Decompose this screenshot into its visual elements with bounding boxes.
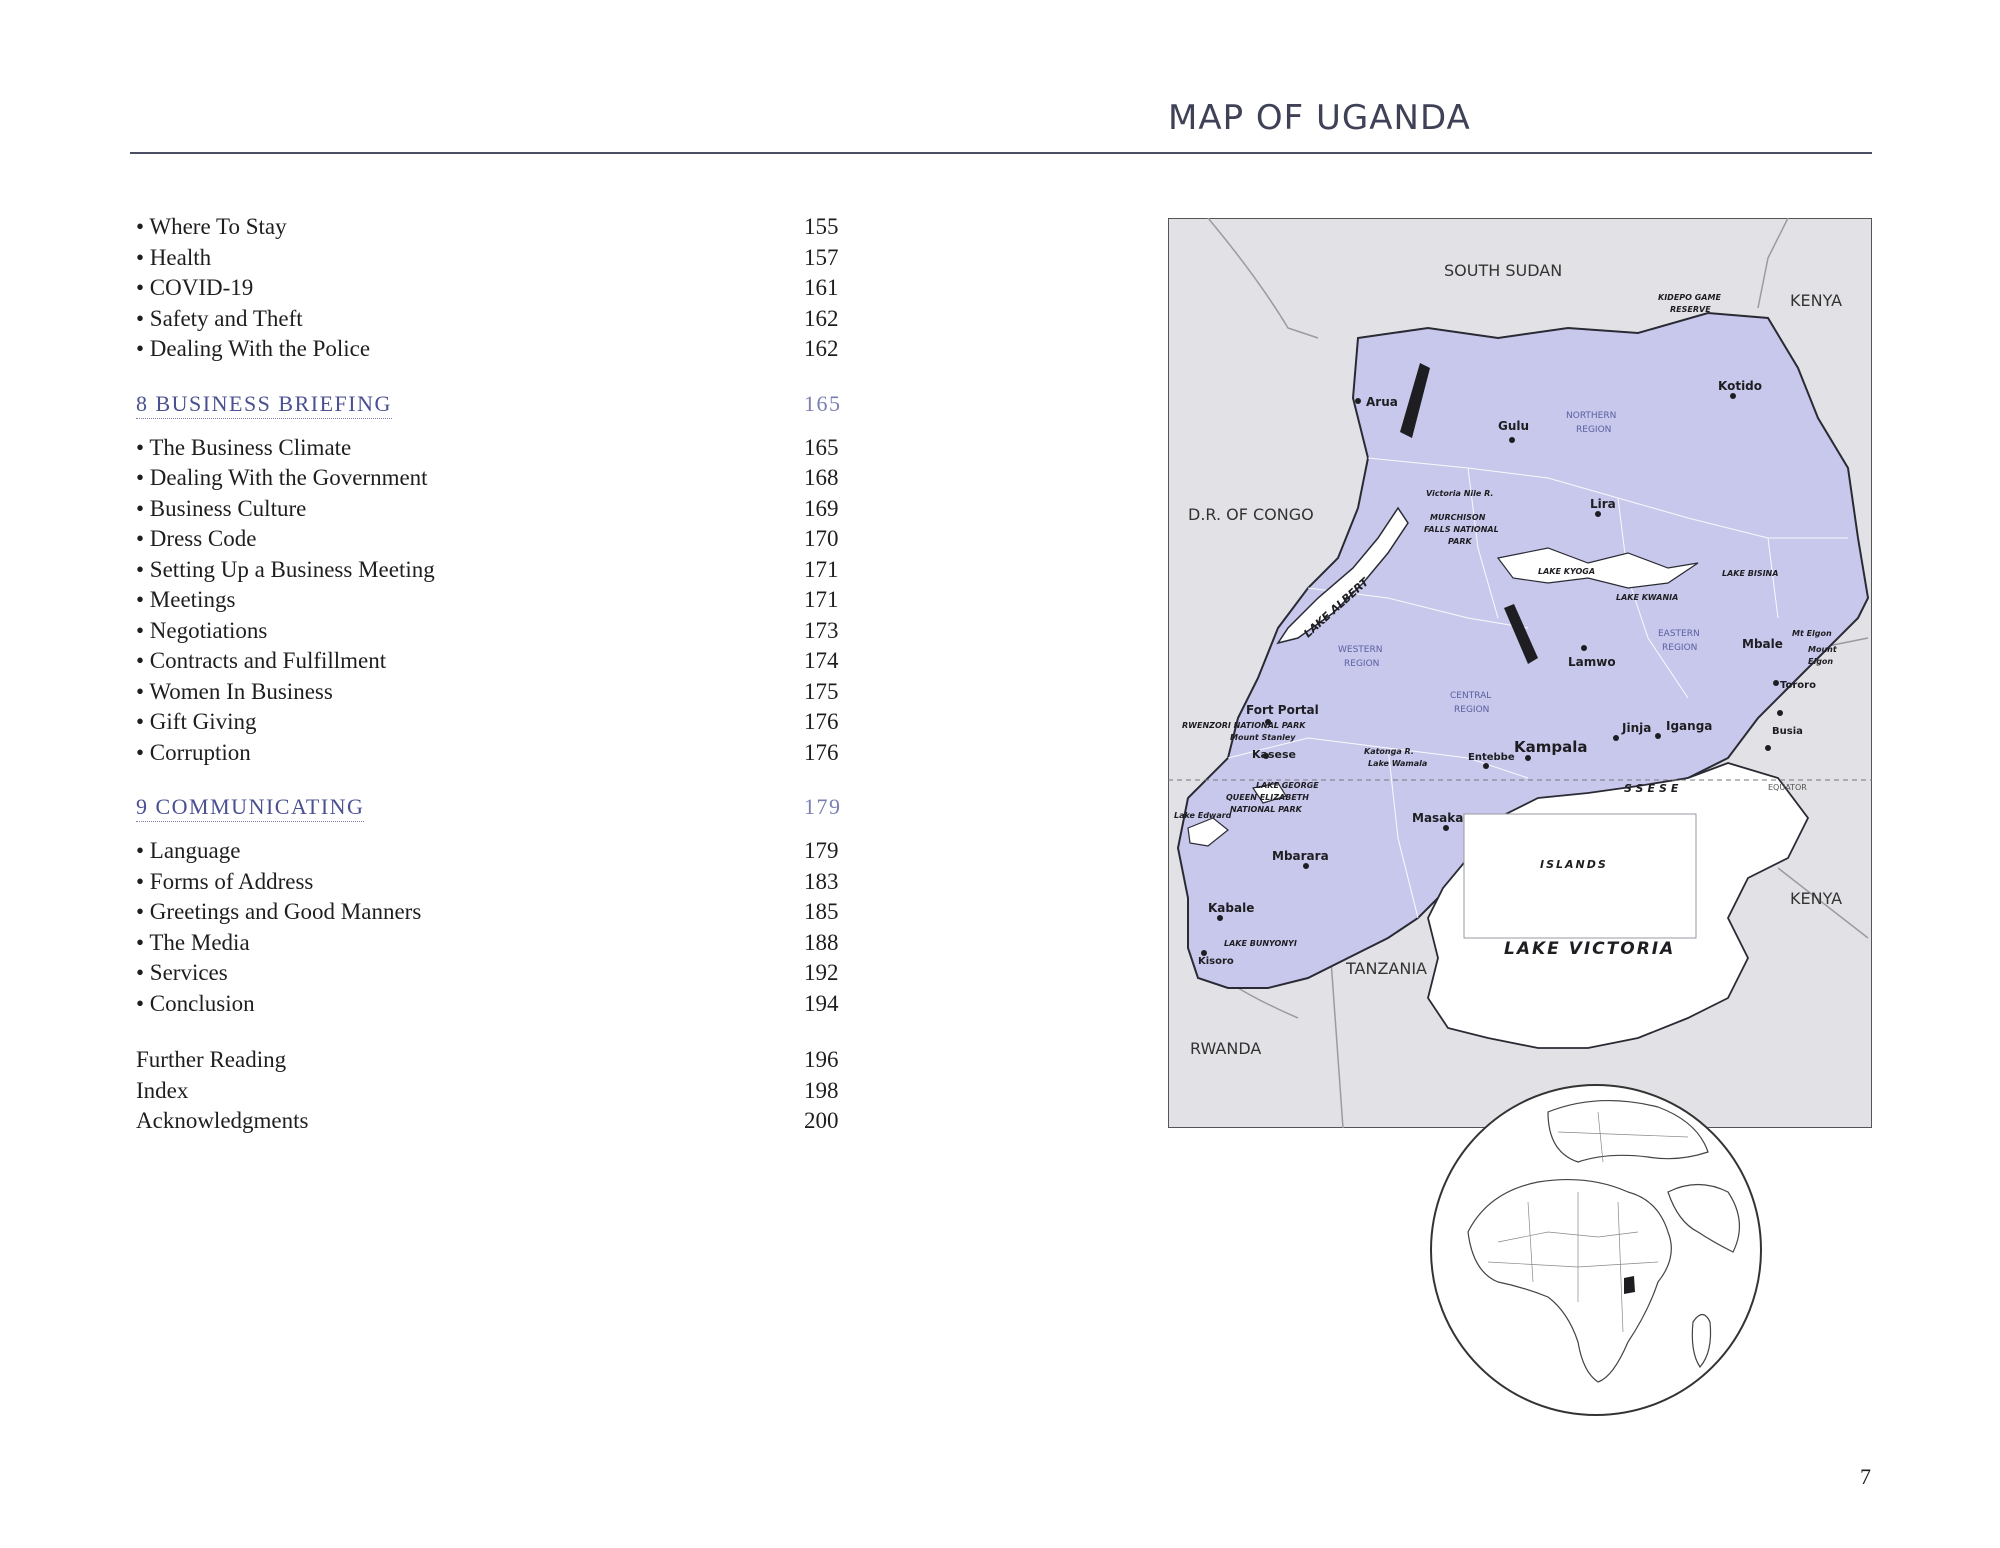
label-lake-bunyonyi: LAKE BUNYONYI (1224, 939, 1297, 948)
toc-entry-label: • Dealing With the Government (136, 465, 428, 490)
toc-entry[interactable] (136, 928, 850, 959)
toc-entry[interactable] (136, 555, 850, 586)
label-mbale: Mbale (1742, 637, 1783, 651)
label-kidepo-1: KIDEPO GAME (1658, 293, 1721, 302)
toc-block-1 (136, 212, 850, 365)
toc-entry-label: • Gift Giving (136, 709, 257, 734)
label-gulu: Gulu (1498, 419, 1530, 433)
toc-entry-label: • Services (136, 960, 228, 985)
label-northern-2: REGION (1576, 425, 1612, 435)
toc-entry[interactable] (136, 243, 850, 274)
toc-entry-page: 196 (804, 1047, 839, 1072)
toc-entry-label: Further Reading (136, 1047, 287, 1072)
label-murchison-3: PARK (1448, 537, 1472, 546)
toc-entry-label: • Setting Up a Business Meeting (136, 556, 435, 582)
label-elgon-3: Elgon (1808, 657, 1834, 666)
label-eastern-2: REGION (1662, 643, 1698, 653)
section-heading-label: 8 BUSINESS BRIEFING (136, 389, 392, 419)
label-jinja: Jinja (1622, 721, 1652, 735)
label-qenp-1: QUEEN ELIZABETH (1226, 793, 1309, 802)
toc-entry-label: • The Business Climate (136, 434, 352, 460)
toc-entry[interactable] (136, 958, 850, 989)
label-kabale: Kabale (1208, 901, 1255, 915)
toc-entry[interactable] (136, 1045, 850, 1076)
label-western-1: WESTERN (1338, 645, 1383, 655)
label-busia: Busia (1772, 726, 1803, 737)
toc-entry-label: Acknowledgments (136, 1108, 309, 1133)
toc-entry[interactable] (136, 867, 850, 898)
toc-entry[interactable] (136, 334, 850, 365)
toc-entry-page: 200 (804, 1108, 839, 1133)
toc-entry-label: • Dealing With the Police (136, 336, 371, 361)
label-entebbe: Entebbe (1468, 752, 1515, 763)
toc-entry[interactable] (136, 585, 850, 616)
toc-entry[interactable] (136, 433, 850, 464)
toc-block-3 (136, 836, 850, 1019)
toc-entry[interactable] (136, 463, 850, 494)
toc-entry-page: 170 (804, 526, 839, 551)
toc-entry-page: 198 (804, 1077, 839, 1103)
label-mbarara: Mbarara (1272, 849, 1329, 863)
label-tanzania: TANZANIA (1346, 959, 1427, 978)
toc-entry-page: 188 (804, 929, 839, 955)
label-rwenzori-1: RWENZORI NATIONAL PARK (1182, 721, 1306, 730)
label-murchison-2: FALLS NATIONAL (1424, 525, 1499, 534)
toc-entry[interactable] (136, 989, 850, 1020)
ssese-inset (1464, 814, 1696, 938)
label-lira: Lira (1590, 497, 1616, 511)
label-central-2: REGION (1454, 705, 1490, 715)
toc-entry-page: 169 (804, 495, 839, 521)
section-heading-label: 9 COMMUNICATING (136, 792, 364, 822)
label-kenya-south: KENYA (1790, 889, 1843, 908)
label-masaka: Masaka (1412, 811, 1464, 825)
label-rwenzori-2: Mount Stanley (1230, 733, 1296, 742)
toc-entry-page: 162 (804, 336, 839, 361)
toc-section-heading-8[interactable] (136, 389, 850, 419)
label-central-1: CENTRAL (1450, 691, 1492, 701)
label-lake-victoria: LAKE VICTORIA (1504, 939, 1676, 959)
toc-entry-label: • Business Culture (136, 495, 307, 521)
label-arua: Arua (1366, 395, 1398, 409)
label-lake-bisina: LAKE BISINA (1722, 569, 1779, 578)
label-kotido: Kotido (1718, 379, 1763, 393)
toc-entry[interactable] (136, 707, 850, 738)
uganda-highlight (1624, 1276, 1635, 1294)
toc-entry-label: • Corruption (136, 739, 251, 765)
toc-section-heading-9[interactable] (136, 792, 850, 822)
toc-entry-page: 155 (804, 214, 839, 239)
label-drc: D.R. OF CONGO (1188, 505, 1314, 524)
toc-entry-label: • Safety and Theft (136, 305, 303, 331)
label-kidepo-2: RESERVE (1670, 305, 1711, 314)
toc-entry[interactable] (136, 677, 850, 708)
label-iganga: Iganga (1666, 719, 1713, 733)
label-lake-george: LAKE GEORGE (1256, 781, 1319, 790)
toc-entry-page: 175 (804, 678, 839, 704)
title-rule (130, 152, 1872, 154)
toc-entry-label: • Conclusion (136, 990, 255, 1016)
toc-entry-label: • The Media (136, 929, 250, 955)
label-rwanda: RWANDA (1190, 1039, 1262, 1058)
label-lake-albert: LAKE ALBERT (1301, 575, 1372, 641)
toc-entry-label: • Dress Code (136, 526, 257, 551)
toc-entry-label: • Forms of Address (136, 868, 314, 894)
uganda-map (1168, 218, 1872, 1128)
label-elgon-2: Mount (1808, 645, 1837, 654)
toc-entry[interactable] (136, 524, 850, 555)
locator-globe (1428, 1082, 1764, 1418)
toc-entry-label: • Language (136, 838, 241, 863)
toc-entry-page: 162 (804, 305, 839, 331)
label-fort-portal: Fort Portal (1246, 703, 1319, 717)
toc-entry-page: 174 (804, 648, 839, 673)
label-northern-1: NORTHERN (1566, 411, 1617, 421)
label-lake-wamala: Lake Wamala (1368, 759, 1428, 768)
toc-entry-page: 183 (804, 868, 839, 894)
label-equator: EQUATOR (1768, 783, 1807, 792)
toc-entry[interactable] (136, 273, 850, 304)
label-qenp-2: NATIONAL PARK (1230, 805, 1302, 814)
toc-entry-label: Index (136, 1077, 189, 1103)
toc-entry-label: • Where To Stay (136, 214, 287, 239)
toc-entry[interactable] (136, 836, 850, 867)
toc-entry[interactable] (136, 1106, 850, 1137)
toc-end-matter (136, 1045, 850, 1137)
toc-entry-page: 161 (804, 275, 839, 300)
toc-entry-page: 176 (804, 739, 839, 765)
toc-entry-page: 185 (804, 899, 839, 924)
page-title: MAP OF UGANDA (1168, 98, 1471, 138)
toc-gap (136, 1019, 850, 1045)
label-kenya-north: KENYA (1790, 291, 1843, 310)
toc-entry-page: 192 (804, 960, 839, 985)
label-tororo: Tororo (1780, 680, 1816, 691)
label-kisoro: Kisoro (1198, 956, 1234, 967)
toc-entry[interactable] (136, 1076, 850, 1107)
toc-entry-label: • Contracts and Fulfillment (136, 648, 387, 673)
toc-block-2 (136, 433, 850, 769)
label-lake-kwania: LAKE KWANIA (1616, 593, 1679, 602)
label-western-2: REGION (1344, 659, 1380, 669)
label-kampala: Kampala (1514, 738, 1588, 756)
toc-entry[interactable] (136, 494, 850, 525)
toc-entry[interactable] (136, 304, 850, 335)
label-kasese: Kasese (1252, 748, 1296, 761)
toc-entry-page: 179 (804, 838, 839, 863)
toc-entry-label: • Women In Business (136, 678, 333, 704)
label-lake-kyoga: LAKE KYOGA (1538, 567, 1596, 576)
toc-entry-label: • Greetings and Good Manners (136, 899, 422, 924)
section-heading-page: 165 (804, 390, 842, 416)
toc-entry-page: 176 (804, 709, 839, 734)
toc-entry-label: • COVID-19 (136, 275, 254, 300)
toc-entry-page: 168 (804, 465, 839, 490)
toc-entry-label: • Negotiations (136, 617, 268, 643)
label-lake-edward: Lake Edward (1174, 811, 1232, 820)
toc-entry[interactable] (136, 212, 850, 243)
label-south-sudan: SOUTH SUDAN (1444, 261, 1563, 280)
section-heading-page: 179 (804, 794, 842, 819)
toc-entry-page: 194 (804, 990, 839, 1016)
toc-entry-page: 173 (804, 617, 839, 643)
toc-entry-page: 171 (804, 587, 839, 612)
toc-entry-page: 157 (804, 244, 839, 270)
toc-entry-label: • Health (136, 244, 212, 270)
label-elgon-1: Mt Elgon (1792, 629, 1832, 638)
label-eastern-1: EASTERN (1658, 629, 1700, 639)
label-murchison-1: MURCHISON (1430, 513, 1486, 522)
label-murchison-0: Victoria Nile R. (1426, 489, 1494, 498)
toc-entry-page: 165 (804, 434, 839, 460)
label-lamwo: Lamwo (1568, 655, 1616, 669)
toc-entry-page: 171 (804, 556, 839, 582)
table-of-contents (136, 212, 850, 1137)
toc-entry[interactable] (136, 646, 850, 677)
label-ssese-2: ISLANDS (1540, 858, 1608, 871)
label-ssese-1: SSESE (1624, 782, 1683, 795)
toc-entry[interactable] (136, 897, 850, 928)
label-katonga: Katonga R. (1364, 747, 1414, 756)
toc-entry-label: • Meetings (136, 587, 236, 612)
toc-entry[interactable] (136, 738, 850, 769)
toc-entry[interactable] (136, 616, 850, 647)
page-number: 7 (1860, 1464, 1871, 1489)
